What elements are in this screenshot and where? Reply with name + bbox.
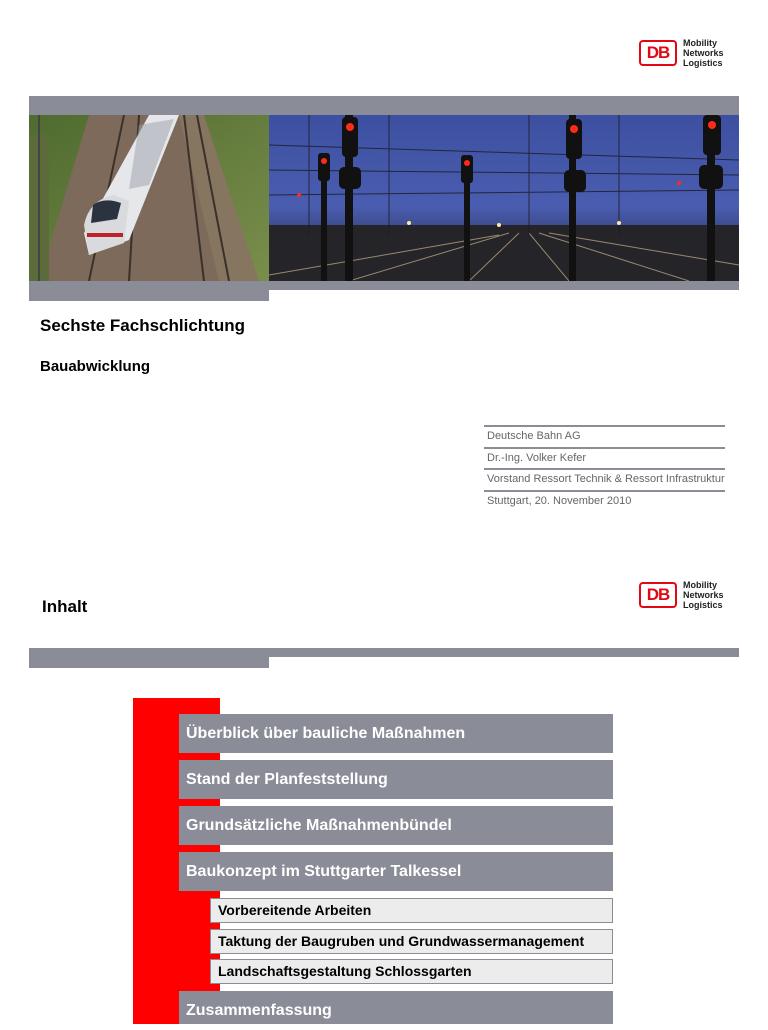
toc-item-measure-bundles[interactable]: Grundsätzliche Maßnahmenbündel	[179, 806, 613, 845]
info-company: Deutsche Bahn AG	[487, 430, 581, 442]
toc-item-overview[interactable]: Überblick über bauliche Maßnahmen	[179, 714, 613, 753]
toc-item-construction-concept[interactable]: Baukonzept im Stuttgarter Talkessel	[179, 852, 613, 891]
toc-subitem-landscaping[interactable]: Landschaftsgestaltung Schlossgarten	[210, 959, 613, 984]
slide1-accent-bar	[29, 281, 269, 301]
presenter-info	[484, 425, 725, 511]
info-person: Dr.-Ing. Volker Kefer	[487, 451, 587, 464]
toc-item-summary[interactable]: Zusammenfassung	[179, 991, 613, 1024]
db-logo-mark: DB	[639, 40, 677, 66]
db-logo	[639, 38, 724, 68]
header-band	[29, 96, 739, 115]
slide1-title: Sechste Fachschlichtung	[40, 316, 245, 335]
db-logo-tagline: Mobility Networks Logistics	[683, 38, 724, 68]
db-logo-mark: DB	[639, 582, 677, 608]
toc-item-planning-status[interactable]: Stand der Planfeststellung	[179, 760, 613, 799]
slide2-divider-bar	[269, 648, 739, 657]
info-place-date: Stuttgart, 20. November 2010	[487, 494, 632, 507]
signals-photo	[269, 115, 739, 281]
slide2-accent-bar	[29, 648, 269, 668]
train-photo	[29, 115, 269, 281]
db-logo-tagline: Mobility Networks Logistics	[683, 580, 724, 610]
slide1-divider-bar	[269, 281, 739, 290]
toc-subitem-preparatory-works[interactable]: Vorbereitende Arbeiten	[210, 898, 613, 923]
toc-subitem-excavation-groundwater[interactable]: Taktung der Baugruben und Grundwassermanagement	[210, 929, 613, 954]
db-logo	[639, 580, 724, 610]
slide1-subtitle: Bauabwicklung	[40, 358, 151, 375]
slide2-title: Inhalt	[42, 597, 88, 616]
info-role: Vorstand Ressort Technik & Ressort Infrastruktur	[487, 473, 725, 485]
